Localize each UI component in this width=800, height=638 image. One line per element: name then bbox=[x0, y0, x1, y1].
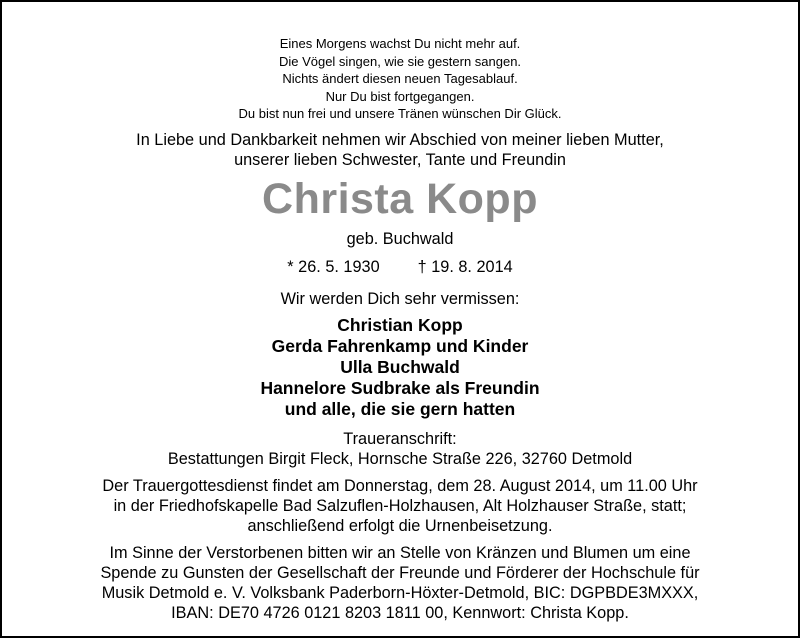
address-label: Traueranschrift: bbox=[343, 430, 457, 448]
donation-line: IBAN: DE70 4726 0121 8203 1811 00, Kennwort: Christa Kopp. bbox=[171, 604, 629, 622]
donation-line: Musik Detmold e. V. Volksbank Paderborn-Höxter-Detmold, BIC: DGPBDE3MXXX, bbox=[101, 584, 699, 602]
mourner-name: Ulla Buchwald bbox=[340, 357, 460, 377]
service-line: anschließend erfolgt die Urnenbeisetzung. bbox=[247, 517, 553, 535]
mourner-name: und alle, die sie gern hatten bbox=[284, 399, 516, 419]
donation-line: Im Sinne der Verstorbenen bitten wir an Stelle von Kränzen und Blumen um eine bbox=[109, 544, 691, 562]
poem-line: Nur Du bist fortgegangen. bbox=[325, 89, 475, 104]
miss-line: Wir werden Dich sehr vermissen: bbox=[280, 290, 520, 308]
intro-line: unserer lieben Schwester, Tante und Freundin bbox=[234, 151, 566, 169]
service-line: in der Friedhofskapelle Bad Salzuflen-Holzhausen, Alt Holzhauser Straße, statt; bbox=[113, 497, 687, 515]
poem-line: Du bist nun frei und unsere Tränen wünschen Dir Glück. bbox=[238, 106, 562, 121]
poem-line: Eines Morgens wachst Du nicht mehr auf. bbox=[279, 36, 521, 51]
maiden-name: geb. Buchwald bbox=[346, 230, 454, 248]
death-date: † 19. 8. 2014 bbox=[417, 258, 513, 276]
mourner-name: Gerda Fahrenkamp und Kinder bbox=[271, 336, 529, 356]
address-value: Bestattungen Birgit Fleck, Hornsche Straße 226, 32760 Detmold bbox=[167, 450, 633, 468]
mourner-name: Christian Kopp bbox=[337, 315, 463, 335]
donation-line: Spende zu Gunsten der Gesellschaft der Freunde und Förderer der Hochschule für bbox=[100, 564, 700, 582]
deceased-name: Christa Kopp bbox=[262, 175, 538, 223]
birth-date: * 26. 5. 1930 bbox=[287, 258, 380, 276]
mourner-name: Hannelore Sudbrake als Freundin bbox=[260, 378, 540, 398]
life-dates bbox=[2, 258, 798, 277]
intro-line: In Liebe und Dankbarkeit nehmen wir Abschied von meiner lieben Mutter, bbox=[136, 131, 664, 149]
service-line: Der Trauergottesdienst findet am Donnerstag, dem 28. August 2014, um 11.00 Uhr bbox=[102, 477, 698, 495]
poem-line: Die Vögel singen, wie sie gestern sangen. bbox=[278, 54, 522, 69]
poem-line: Nichts ändert diesen neuen Tagesablauf. bbox=[282, 71, 518, 86]
